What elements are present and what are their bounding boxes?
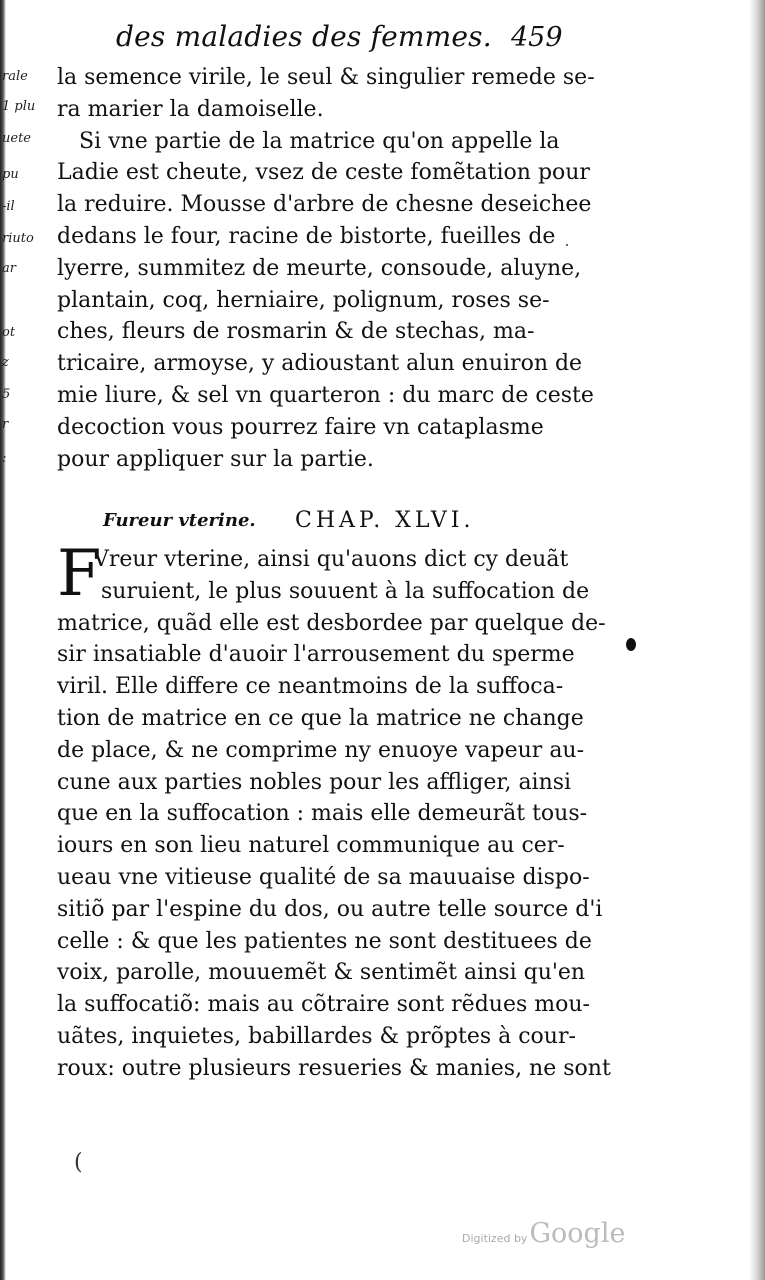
text-line: cune aux parties nobles pour les affliger, ainsi xyxy=(57,769,572,795)
text-line: suruient, le plus souuent à la suffocation de xyxy=(101,578,590,604)
ink-blot xyxy=(626,638,636,651)
chapter-heading xyxy=(103,508,573,542)
text-block-1 xyxy=(57,62,595,475)
text-line: matrice, quãd elle est desbordee par quelque de- xyxy=(57,610,606,636)
chapter-side-title: Fureur vterine. xyxy=(103,510,256,531)
text-line: mie liure, & sel vn quarteron : du marc de ceste xyxy=(57,382,594,408)
text-line: pour appliquer sur la partie. xyxy=(57,446,374,472)
text-line: sitiõ par l'espine du dos, ou autre telle source d'i xyxy=(57,896,603,922)
text-line: la reduire. Mousse d'arbre de chesne deseichee xyxy=(57,192,592,218)
margin-fragment: z xyxy=(2,355,9,370)
margin-fragment: pu xyxy=(2,167,19,182)
text-line: lyerre, summitez de meurte, consoude, aluyne, xyxy=(57,255,582,281)
page-right-edge-shadow xyxy=(749,0,765,1280)
chapter-label: CHAP. XLVI. xyxy=(295,508,475,533)
google-logo: Google xyxy=(529,1218,626,1249)
text-line: Ladie est cheute, vsez de ceste fomẽtation pour xyxy=(57,160,590,186)
text-line: ueau vne vitieuse qualité de sa mauuaise dispo- xyxy=(57,864,590,890)
text-line: Si vne partie de la matrice qu'on appelle la xyxy=(79,128,560,154)
text-line: tion de matrice en ce que la matrice ne change xyxy=(57,705,584,731)
drop-cap: F xyxy=(57,537,102,611)
running-title: des maladies des femmes. xyxy=(116,20,492,53)
page-header xyxy=(116,16,576,56)
ink-stroke: ( xyxy=(74,1150,83,1175)
text-line: ches, fleurs de rosmarin & de stechas, ma- xyxy=(57,319,535,345)
margin-fragment: riuto xyxy=(2,231,34,246)
ink-speck xyxy=(566,244,568,246)
margin-fragment: 5 xyxy=(2,387,11,402)
text-line: roux: outre plusieurs resueries & manies, ne sont xyxy=(57,1055,611,1081)
watermark-label: Digitized by xyxy=(462,1232,528,1245)
margin-fragment: rale xyxy=(2,69,28,84)
margin-fragment: uete xyxy=(2,131,31,146)
text-line: sir insatiable d'auoir l'arrousement du sperme xyxy=(57,642,575,668)
margin-fragment: : xyxy=(2,451,7,466)
margin-fragment: ar xyxy=(2,261,16,276)
text-line: de place, & ne comprime ny enuoye vapeur au- xyxy=(57,737,585,763)
margin-fragment: -il xyxy=(2,199,15,214)
margin-fragment: 1 plu xyxy=(2,99,36,114)
text-line: celle : & que les patientes ne sont destituees de xyxy=(57,928,592,954)
text-line: plantain, coq, herniaire, polignum, roses se- xyxy=(57,287,550,313)
text-line: decoction vous pourrez faire vn cataplasme xyxy=(57,414,544,440)
text-line: viril. Elle differe ce neantmoins de la suffoca- xyxy=(57,674,564,700)
margin-fragment: r xyxy=(2,417,9,432)
page-left-edge-shadow xyxy=(0,0,6,1280)
text-line-content: Vreur vterine, ainsi qu'auons dict cy deuãt xyxy=(93,547,569,572)
text-line: la semence virile, le seul & singulier remede se- xyxy=(57,65,595,90)
text-line: dedans le four, racine de bistorte, fueilles de xyxy=(57,223,556,249)
digitized-watermark xyxy=(462,1218,625,1252)
margin-fragment: ot xyxy=(2,325,16,340)
text-line: voix, parolle, mouuemẽt & sentimẽt ainsi qu'en xyxy=(57,960,586,986)
page-number: 459 xyxy=(511,22,563,53)
text-line: la suffocatiõ: mais au cõtraire sont rẽdues mou- xyxy=(57,992,590,1018)
text-line: uãtes, inquietes, babillardes & prõptes à cour- xyxy=(57,1023,576,1049)
text-block-2 xyxy=(57,537,611,1085)
text-line: que en la suffocation : mais elle demeurãt tous- xyxy=(57,801,588,827)
text-line: ra marier la damoiselle. xyxy=(57,96,324,122)
text-line: tricaire, armoyse, y adioustant alun enuiron de xyxy=(57,351,583,377)
text-line: iours en son lieu naturel communique au cer- xyxy=(57,833,565,859)
